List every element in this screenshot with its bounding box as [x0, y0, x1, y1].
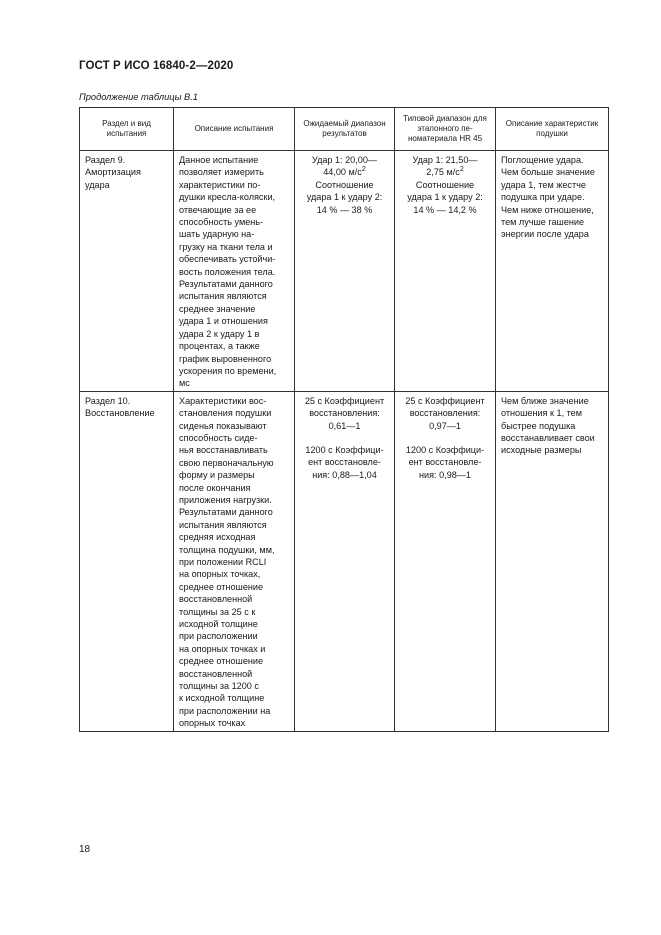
expected-range-cell: 25 с Коэффициент восстановления: 0,61—1 1200 с Коэффици- ент восстановле- ния: 0,88—1,04: [295, 391, 395, 731]
table-row: [80, 391, 609, 731]
data-table: [79, 107, 609, 732]
column-header-section: Раздел и вид испытания: [80, 108, 174, 151]
column-header-typical-range: Типовой диапазон для эталонного пе-номатериала HR 45: [395, 108, 496, 151]
table-caption: Продолжение таблицы В.1: [79, 92, 198, 102]
page-number: 18: [79, 844, 91, 855]
description-cell: Характеристики вос- становления подушки сиденья показывают способность сиде- нья восстанавливать свою первоначальную форму и размеры после окончания приложения нагрузки. Результатами данного испытания являются средняя исходная толщина подушки, мм, при положении RCLI на опорных точках, среднее отношение восстановленной толщины за 25 с к исходной толщине при расположении на опорных точках и среднее отношение восстановленной толщины за 1200 с к исходной толщине при расположении на опорных точках: [174, 391, 295, 731]
typical-range-cell: Удар 1: 21,50— 2,75 $м/с^2$ Соотношение удара 1 к удару 2: 14 % — 14,2 %: [395, 151, 496, 392]
section-cell: Раздел 10. Восстановление: [80, 391, 174, 731]
characteristics-cell: Чем ближе значение отношения к 1, тем быстрее подушка восстанавливает свои исходные размеры: [496, 391, 609, 731]
column-header-description: Описание испытания: [174, 108, 295, 151]
column-header-characteristics: Описание характеристик подушки: [496, 108, 609, 151]
expected-range-cell: Удар 1: 20,00— 44,00 $м/с^2$ Соотношение удара 1 к удару 2: 14 % — 38 %: [295, 151, 395, 392]
typical-range-cell: 25 с Коэффициент восстановления: 0,97—1 1200 с Коэффици- ент восстановле- ния: 0,98—1: [395, 391, 496, 731]
document-header: ГОСТ Р ИСО 16840-2—2020: [79, 60, 234, 72]
description-cell: Данное испытание позволяет измерить характеристики по- душки кресла-коляски, отвечающие за ее способность умень- шать ударную на- грузку на ткани тела и обеспечивать устойчи- вость положения тела. Результатами данного испытания являются среднее значение удара 1 и отношения удара 2 к удару 1 в процентах, а также график выровненного ускорения по времени, мс: [174, 151, 295, 392]
characteristics-cell: Поглощение удара. Чем больше значение удара 1, тем жестче подушка при ударе. Чем ниже отношение, тем лучше гашение энергии после удара: [496, 151, 609, 392]
table-header-row: [80, 108, 609, 151]
column-header-expected-range: Ожидаемый диапазон результатов: [295, 108, 395, 151]
table-row: [80, 151, 609, 392]
section-cell: Раздел 9. Амортизация удара: [80, 151, 174, 392]
